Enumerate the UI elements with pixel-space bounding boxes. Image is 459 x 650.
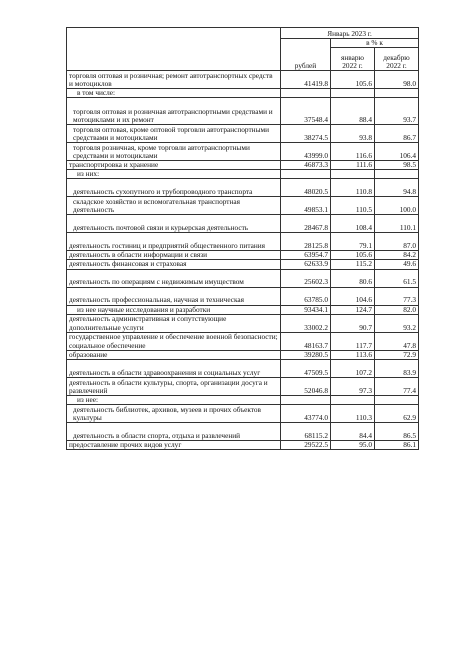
row-rubles: 48020.5 (281, 179, 331, 197)
row-pct-january: 90.7 (331, 314, 375, 332)
row-label: торговля оптовая, кроме оптовой торговли автотранспортными средствами и мотоциклами (67, 125, 281, 143)
table-row (67, 179, 419, 197)
row-pct-december: 86.7 (375, 125, 419, 143)
row-pct-january: 117.7 (331, 332, 375, 350)
table-row (67, 395, 419, 404)
row-pct-december: 110.1 (375, 215, 419, 233)
wages-table (66, 27, 419, 450)
row-pct-december: 49.6 (375, 260, 419, 269)
row-pct-december: 93.2 (375, 314, 419, 332)
row-rubles: 63954.7 (281, 251, 331, 260)
row-rubles: 46873.3 (281, 161, 331, 170)
row-pct-january: 111.6 (331, 161, 375, 170)
row-label: в том числе: (67, 89, 281, 98)
row-pct-december: 86.1 (375, 440, 419, 449)
row-rubles: 28467.8 (281, 215, 331, 233)
table-row (67, 287, 419, 305)
row-pct-january (331, 89, 375, 98)
row-pct-december: 100.0 (375, 197, 419, 215)
row-pct-january: 79.1 (331, 233, 375, 251)
table-header (67, 28, 419, 71)
row-rubles: 33002.2 (281, 314, 331, 332)
table-row (67, 143, 419, 161)
row-pct-january (331, 170, 375, 179)
table-row (67, 125, 419, 143)
row-pct-january: 107.2 (331, 359, 375, 377)
table-row (67, 233, 419, 251)
row-pct-december: 72.9 (375, 350, 419, 359)
row-pct-january: 80.6 (331, 269, 375, 287)
row-pct-january: 84.4 (331, 422, 375, 440)
table-row (67, 98, 419, 125)
row-pct-december: 83.9 (375, 359, 419, 377)
row-pct-december: 77.3 (375, 287, 419, 305)
row-label: деятельность в области информации и связи (67, 251, 281, 260)
row-rubles: 49853.1 (281, 197, 331, 215)
row-label: деятельность сухопутного и трубопроводного транспорта (67, 179, 281, 197)
row-label: деятельность почтовой связи и курьерская деятельность (67, 215, 281, 233)
row-pct-december: 82.0 (375, 305, 419, 314)
row-rubles: 62633.9 (281, 260, 331, 269)
row-pct-january: 88.4 (331, 98, 375, 125)
row-label: деятельность гостиниц и предприятий общественного питания (67, 233, 281, 251)
row-pct-december: 98.5 (375, 161, 419, 170)
header-december: декабрю 2022 г. (375, 48, 419, 71)
row-label: государственное управление и обеспечение военной безопасности; социальное обеспечение (67, 332, 281, 350)
row-pct-december: 61.5 (375, 269, 419, 287)
row-pct-january: 104.6 (331, 287, 375, 305)
row-pct-december: 47.8 (375, 332, 419, 350)
table-row (67, 260, 419, 269)
row-label: образование (67, 350, 281, 359)
table-row (67, 89, 419, 98)
header-rubles: рублей (281, 39, 331, 71)
row-pct-january (331, 395, 375, 404)
row-label: транспортировка и хранение (67, 161, 281, 170)
row-pct-december: 87.0 (375, 233, 419, 251)
row-rubles: 29522.5 (281, 440, 331, 449)
row-label: деятельность в области спорта, отдыха и развлечений (67, 422, 281, 440)
header-january: январю 2022 г. (331, 48, 375, 71)
row-pct-december (375, 395, 419, 404)
row-rubles: 25602.3 (281, 269, 331, 287)
row-pct-january: 97.3 (331, 377, 375, 395)
row-pct-january: 108.4 (331, 215, 375, 233)
row-rubles: 93434.1 (281, 305, 331, 314)
row-pct-december: 77.4 (375, 377, 419, 395)
row-rubles: 37548.4 (281, 98, 331, 125)
row-label: торговля розничная, кроме торговли автотранспортными средствами и мотоциклами (67, 143, 281, 161)
row-label: торговля оптовая и розничная; ремонт автотранспортных средств и мотоциклов (67, 71, 281, 89)
table-row (67, 314, 419, 332)
row-pct-january: 124.7 (331, 305, 375, 314)
row-rubles: 63785.0 (281, 287, 331, 305)
table-row (67, 161, 419, 170)
row-pct-january: 110.8 (331, 179, 375, 197)
row-rubles: 38274.5 (281, 125, 331, 143)
row-pct-january: 105.6 (331, 71, 375, 89)
row-rubles: 48163.7 (281, 332, 331, 350)
row-label: деятельность профессиональная, научная и техническая (67, 287, 281, 305)
row-label: деятельность библиотек, архивов, музеев и прочих объектов культуры (67, 404, 281, 422)
row-rubles (281, 395, 331, 404)
header-period: Январь 2023 г. (281, 28, 419, 39)
row-label: деятельность по операциям с недвижимым имуществом (67, 269, 281, 287)
row-label: деятельность в области здравоохранения и социальных услуг (67, 359, 281, 377)
row-pct-december: 98.0 (375, 71, 419, 89)
row-pct-december (375, 170, 419, 179)
table-row (67, 377, 419, 395)
row-rubles: 28125.8 (281, 233, 331, 251)
row-pct-january: 110.3 (331, 404, 375, 422)
row-pct-december: 86.5 (375, 422, 419, 440)
table-row (67, 71, 419, 89)
row-label: из нее научные исследования и разработки (67, 305, 281, 314)
table-row (67, 440, 419, 449)
row-rubles: 43999.0 (281, 143, 331, 161)
row-pct-december: 84.2 (375, 251, 419, 260)
row-pct-december: 93.7 (375, 98, 419, 125)
row-label: торговля оптовая и розничная автотранспортными средствами и мотоциклами и их ремонт (67, 98, 281, 125)
row-rubles (281, 170, 331, 179)
table-row (67, 215, 419, 233)
row-rubles: 52046.8 (281, 377, 331, 395)
row-rubles: 41419.8 (281, 71, 331, 89)
row-pct-january: 105.6 (331, 251, 375, 260)
table-row (67, 422, 419, 440)
row-pct-january: 113.6 (331, 350, 375, 359)
row-pct-december (375, 89, 419, 98)
row-pct-december: 62.9 (375, 404, 419, 422)
table-row (67, 305, 419, 314)
table-row (67, 350, 419, 359)
row-rubles (281, 89, 331, 98)
row-label: из них: (67, 170, 281, 179)
row-rubles: 43774.0 (281, 404, 331, 422)
row-pct-january: 116.6 (331, 143, 375, 161)
row-pct-january: 95.0 (331, 440, 375, 449)
row-label: деятельность в области культуры, спорта, организации досуга и развлечений (67, 377, 281, 395)
table-row (67, 269, 419, 287)
table-row (67, 197, 419, 215)
row-pct-december: 94.8 (375, 179, 419, 197)
row-pct-january: 93.8 (331, 125, 375, 143)
row-pct-december: 106.4 (375, 143, 419, 161)
row-pct-january: 110.5 (331, 197, 375, 215)
table-body (67, 71, 419, 450)
row-label: из нее: (67, 395, 281, 404)
row-rubles: 68115.2 (281, 422, 331, 440)
row-rubles: 39280.5 (281, 350, 331, 359)
row-label: деятельность административная и сопутствующие дополнительные услуги (67, 314, 281, 332)
row-rubles: 47509.5 (281, 359, 331, 377)
row-label: деятельность финансовая и страховая (67, 260, 281, 269)
row-label: складское хозяйство и вспомогательная транспортная деятельность (67, 197, 281, 215)
table-row (67, 359, 419, 377)
header-percent: в % к (331, 39, 419, 48)
table-row (67, 332, 419, 350)
row-label: предоставление прочих видов услуг (67, 440, 281, 449)
table-row (67, 404, 419, 422)
row-pct-january: 115.2 (331, 260, 375, 269)
table-row (67, 170, 419, 179)
header-blank-cell (67, 28, 281, 71)
